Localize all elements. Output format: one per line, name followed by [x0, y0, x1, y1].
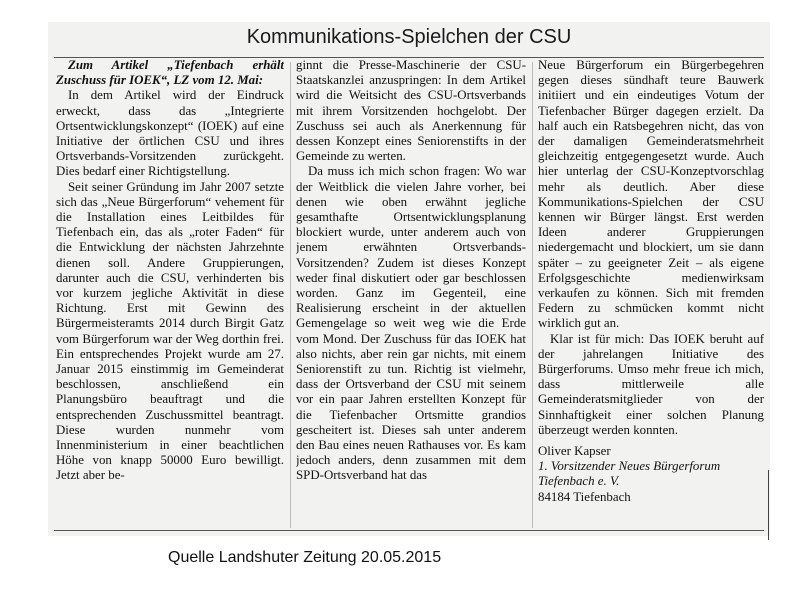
signature-name: Oliver Kapser [538, 444, 611, 459]
column-2 [296, 58, 526, 530]
paragraph: ginnt die Presse-Maschinerie der CSU-Staatskanzlei anzuspringen: In dem Artikel wird die Weitsicht des CSU-Ortsverbands mit ihrem Vorsitzenden hochgelobt. Der Zuschuss sei auch als Anerkennung für dessen Konzept eines Seniorenstifts in der Gemeinde zu werten. [296, 58, 526, 164]
bottom-rule [54, 530, 764, 531]
paragraph: Klar ist für mich: Das IOEK beruht auf der jahrelangen Initiative des Bürgerforums. Umso mehr freue ich mich, dass mittlerweile alle Gemeinderatsmitglieder von der Sinnhaftigkeit einer solchen Planung überzeugt werden konnten. [538, 331, 764, 437]
column-3 [538, 58, 764, 530]
paragraph: Seit seiner Gründung im Jahr 2007 setzte sich das „Neue Bürgerforum“ vehement für die Installation eines Leitbildes für Tiefenbach ein, das als „roter Faden“ für die Entwicklung der nächsten Jahrzehnte dienen soll. Andere Gruppierungen, darunter auch die CSU, verhinderten bis vor kurzem jegliche Aktivität in diese Richtung. Erst mit Gewinn des Bürgermeisteramts 2014 durch Birgit Gatz vom Bürgerforum war der Weg dorthin frei. Ein entsprechendes Projekt wurde am 27. Januar 2015 einstimmig im Gemeinderat beschlossen, anschließend ein Planungsbüro beauftragt und die entsprechenden Zuschussmittel beantragt. Diese wurden nunmehr vom Innenministerium in einer beachtlichen Höhe von knapp 50000 Euro bewilligt. Jetzt aber be- [56, 179, 284, 483]
source-caption: Quelle Landshuter Zeitung 20.05.2015 [168, 549, 442, 566]
clipping-edge [768, 470, 769, 540]
headline: Kommunikations-Spielchen der CSU [246, 26, 572, 48]
paragraph: In dem Artikel wird der Eindruck erweckt, dass das „Integrierte Ortsentwicklungskonzept“ (IOEK) auf eine Initiative der örtlichen CSU und ihres Ortsverbands-Vorsitzenden zurückgeht. Dies bedarf einer Richtigstellung. [56, 88, 284, 179]
signature-city: 84184 Tiefenbach [538, 489, 631, 504]
column-divider [532, 62, 533, 528]
article-reference: Zum Artikel „Tiefenbach erhält Zuschuss für IOEK“, LZ vom 12. Mai: [56, 58, 284, 88]
newspaper-clipping [48, 22, 770, 536]
paragraph: Neue Bürgerforum ein Bürgerbegehren gegen dieses sündhaft teure Bauwerk initiiert und ein eindeutiges Votum der Tiefenbacher Bürger dagegen erzielt. Da half auch ein Ratsbegehren nicht, das von der damaligen Gemeinderatsmehrheit gleichzeitig entgegengesetzt wurde. Auch hier unterlag der CSU-Konzeptvorschlag mehr als deutlich. Aber diese Kommunikations-Spielchen der CSU kennen wir Bürger längst. Erst werden Ideen anderer Gruppierungen niedergemacht und blockiert, um sie dann später – zu geeigneter Zeit – als eigene Erfolgsgeschichte medienwirksam verkaufen zu können. Sich mit fremden Federn zu schmücken kommt nicht wirklich gut an. [538, 58, 764, 331]
signature-role: 1. Vorsitzender Neues Bürgerforum Tiefenbach e. V. [538, 459, 721, 489]
paragraph: Da muss ich mich schon fragen: Wo war der Weitblick die vielen Jahre vorher, bei denen wie oben erwähnt jegliche gesamthafte Ortsentwicklungsplanung blockiert wurde, unter anderem auch von jenem erwähnten Ortsverbands-Vorsitzenden? Zudem ist dieses Konzept weder final diskutiert oder gar beschlossen worden. Ganz im Gegenteil, eine Realisierung erscheint in der aktuellen Gemengelage so weit weg wie die Erde vom Mond. Der Zuschuss für das IOEK hat also nichts, aber rein gar nichts, mit einem Seniorenstift zu tun. Richtig ist vielmehr, dass der Ortsverband der CSU mit seinem vor ein paar Jahren erstellten Konzept für die Tiefenbacher Ortsmitte grandios gescheitert ist. Dieses sah unter anderem den Bau eines neuen Rathauses vor. Es kam jedoch anders, denn zusammen mit dem SPD-Ortsverband hat das [296, 164, 526, 483]
column-1 [56, 58, 284, 530]
column-divider [290, 62, 291, 528]
